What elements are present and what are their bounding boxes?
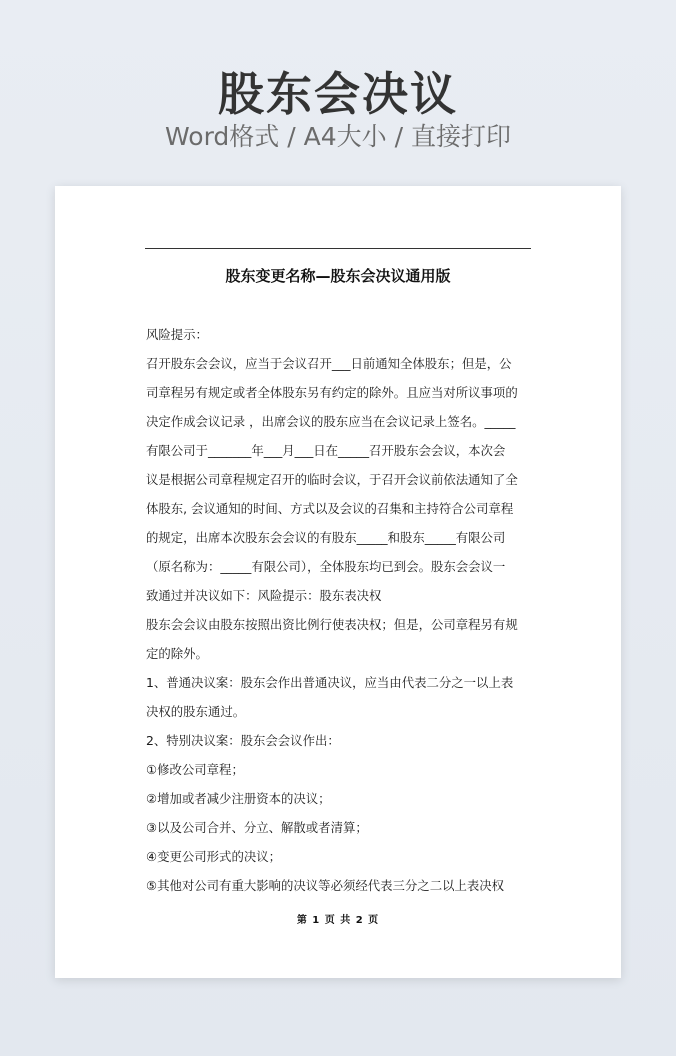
body-line: ⑤其他对公司有重大影响的决议等必须经代表三分之二以上表决权	[146, 878, 505, 893]
body-line: ④变更公司形式的决议；	[146, 849, 282, 864]
body-line: 定的除外。	[146, 646, 208, 661]
body-line: （原名称为：_____有限公司），全体股东均已到会。股东会会议一	[146, 559, 506, 574]
document-title: 股东变更名称—股东会决议通用版	[225, 267, 451, 285]
body-line: ③以及公司合并、分立、解散或者清算；	[146, 820, 368, 835]
body-line: ②增加或者减少注册资本的决议；	[146, 791, 331, 806]
body-line: ①修改公司章程；	[146, 762, 244, 777]
body-line: 的规定，出席本次股东会会议的有股东_____和股东_____有限公司	[146, 530, 506, 545]
body-line: 1、普通决议案：股东会作出普通决议，应当由代表二分之一以上表	[146, 675, 514, 690]
banner-title: 股东会决议	[218, 67, 458, 121]
document-body	[146, 320, 531, 900]
document-page	[55, 186, 621, 978]
body-line: 决定作成会议记录 ，出席会议的股东应当在会议记录上签名。_____	[146, 414, 516, 429]
body-line: 司章程另有规定或者全体股东另有约定的除外。且应当对所议事项的	[146, 385, 518, 400]
body-line: 议是根据公司章程规定召开的临时会议，于召开会议前依法通知了全	[146, 472, 518, 487]
body-line: 2、特别决议案：股东会会议作出：	[146, 733, 340, 748]
body-line: 决权的股东通过。	[146, 704, 246, 719]
body-line: 召开股东会会议，应当于会议召开___日前通知全体股东；但是，公	[146, 356, 512, 371]
body-line: 有限公司于_______年___月___日在_____召开股东会会议，本次会	[146, 443, 506, 458]
body-line: 体股东, 会议通知的时间、方式以及会议的召集和主持符合公司章程	[146, 501, 514, 516]
page-number: 第 1 页 共 2 页	[296, 915, 380, 926]
body-line: 致通过并决议如下：风险提示：股东表决权	[146, 588, 382, 603]
body-line: 风险提示：	[146, 327, 208, 342]
body-line: 股东会会议由股东按照出资比例行使表决权；但是，公司章程另有规	[146, 617, 518, 632]
banner-subtitle: Word格式 / A4大小 / 直接打印	[165, 122, 511, 151]
header-rule	[145, 248, 531, 249]
